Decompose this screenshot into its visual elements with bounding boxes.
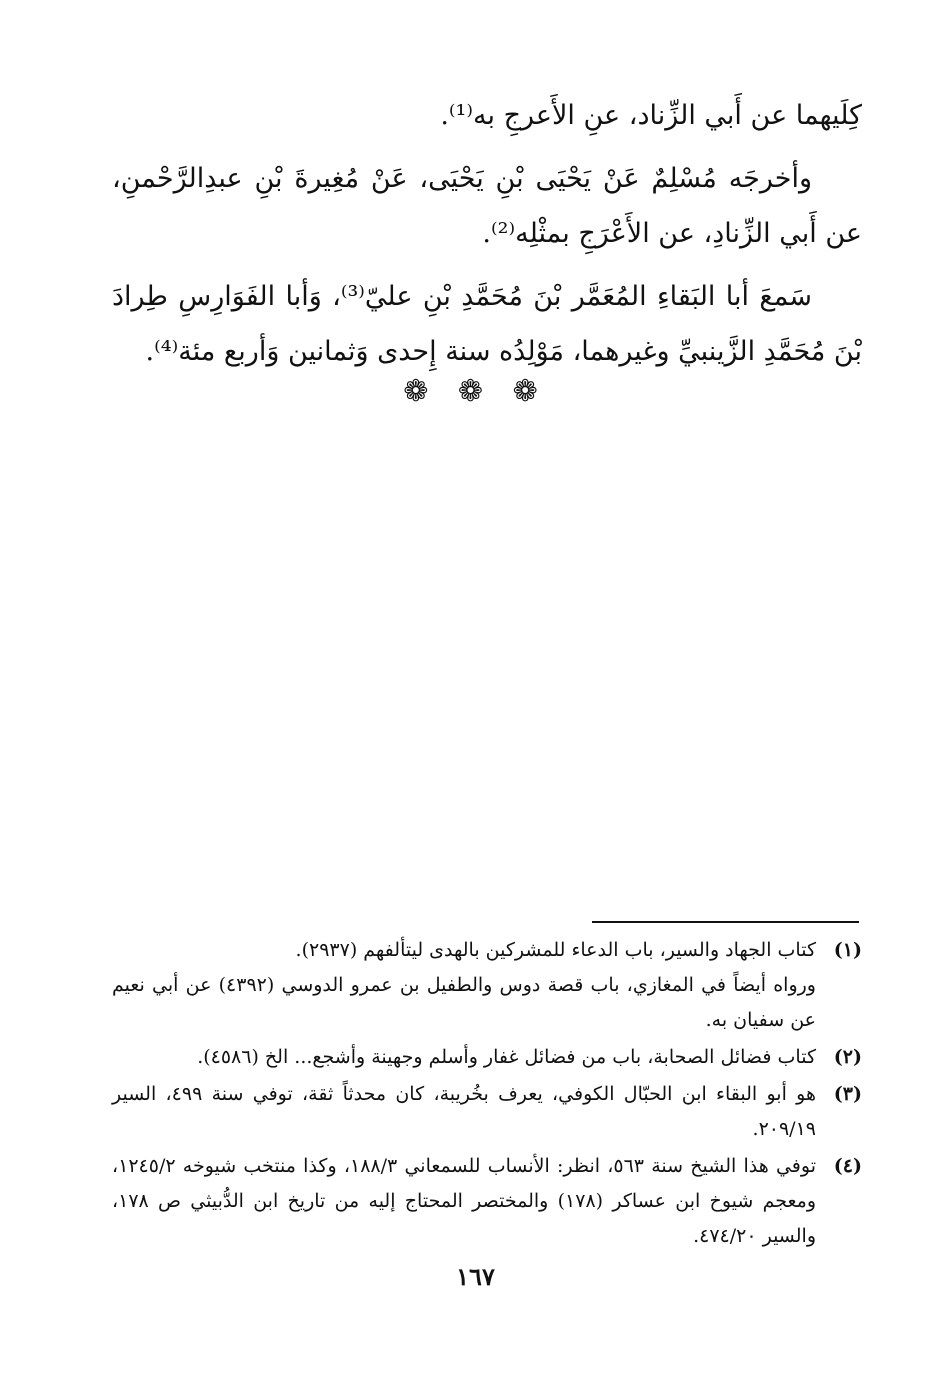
footnote-number: (٤): [833, 1155, 862, 1177]
paragraph-1: كِلَيهما عن أَبي الزِّناد، عنِ الأَعرجِ به⁽¹⁾.: [440, 100, 862, 131]
footnote-number: (١): [833, 939, 862, 961]
footnote-line: توفي هذا الشيخ سنة ٥٦٣، انظر: الأنساب للسمعاني ١٨٨/٣، وكذا منتخب شيوخه ١٢٤٥/٢، ومعجم شيوخ ابن عساكر (١٧٨) والمختصر المحتاج إليه من تاريخ ابن الدُّبيثي ص ١٧٨، والسير ٤٧٤/٢٠.: [112, 1155, 816, 1247]
page-number: ١٦٧: [456, 1262, 495, 1291]
footnote-separator-line: [592, 921, 859, 923]
section-divider-ornament: ❁ ❁ ❁: [403, 374, 548, 409]
footnote-2: [112, 1040, 862, 1075]
footnote-line: ورواه أيضاً في المغازي، باب قصة دوس والطفيل بن عمرو الدوسي (٤٣٩٢) عن أبي نعيم عن سفيان به.: [112, 974, 816, 1031]
footnote-1: [112, 933, 862, 1038]
footnote-number: (٢): [833, 1046, 862, 1068]
footnote-3: [112, 1077, 862, 1147]
footnote-4: [112, 1149, 862, 1254]
footnote-line: كتاب الجهاد والسير، باب الدعاء للمشركين بالهدى ليتألفهم (٢٩٣٧).: [295, 939, 816, 961]
footnote-number: (٣): [833, 1083, 862, 1105]
paragraph-3: سَمعَ أبا البَقاءِ المُعَمَّر بْنَ مُحَمَّدِ بْنِ عليّ⁽³⁾، وَأبا الفَوَارِسِ طِرادَ بْنَ مُحَمَّدِ الزَّينبيِّ وغيرهما، مَوْلِدُه سنة إِحدى وَثمانين وَأربع مئة⁽⁴⁾.: [112, 281, 862, 367]
footnote-line: هو أبو البقاء ابن الحبّال الكوفي، يعرف بخُريبة، كان محدثاً ثقة، توفي سنة ٤٩٩، السير ٢٠٩/١٩.: [112, 1083, 817, 1140]
main-text-body: [112, 88, 862, 387]
footnotes-section: [112, 933, 862, 1256]
footnote-line: كتاب فضائل الصحابة، باب من فضائل غفار وأسلم وجهينة وأشجع... الخ (٤٥٨٦).: [197, 1046, 816, 1068]
paragraph-2: وأخرجَه مُسْلِمٌ عَنْ يَحْيَى بْنِ يَحْيَى، عَنْ مُغِيرةَ بْنِ عبدِالرَّحْمنِ، عن أَبي الزِّنادِ، عن الأَعْرَجِ بمثْلِه⁽²⁾.: [112, 163, 862, 249]
